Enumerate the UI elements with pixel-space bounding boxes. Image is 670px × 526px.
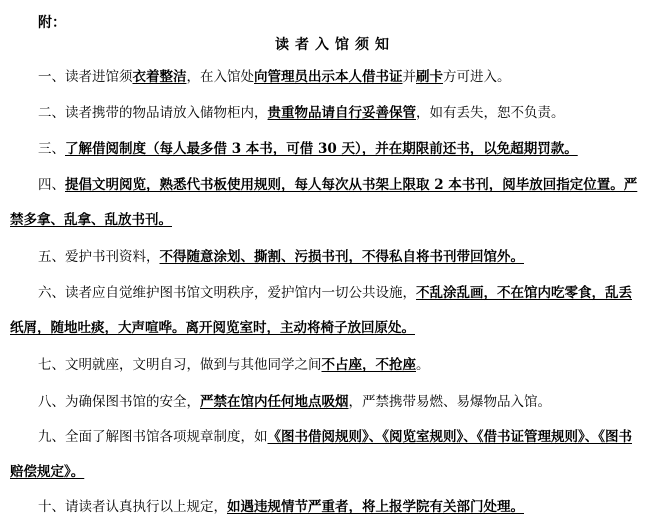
rule-text: 四、	[38, 177, 65, 193]
rule-text: 并	[402, 69, 416, 85]
rule-1-line-1	[38, 68, 511, 86]
rule-text: 方可进入。	[443, 69, 511, 85]
emphasis-text: 了解借阅制度（每人最多借 3 本书，可借 30 天），并在期限前还书，以免超期罚款。	[65, 141, 578, 157]
document-title: 读者入馆须知	[275, 37, 395, 53]
rule-text: ，严禁携带易燃、易爆物品入馆。	[348, 394, 551, 410]
rule-7-line-1	[38, 356, 430, 374]
rule-9-line-1	[38, 428, 632, 446]
rule-text: 六、读者应自觉维护图书馆文明秩序，爱护馆内一切公共设施，	[38, 285, 416, 301]
emphasis-text: 不得随意涂划、撕割、污损书刊，不得私自将书刊带回馆外。	[159, 249, 524, 265]
emphasis-text: 严禁在馆内任何地点吸烟	[200, 394, 349, 410]
rule-6-line-1	[38, 284, 632, 302]
emphasis-text: 贵重物品请自行妥善保管	[267, 105, 416, 121]
rule-text: 十、请读者认真执行以上规定，	[38, 499, 227, 515]
rule-2-line-1	[38, 104, 565, 122]
emphasis-text: 纸屑，随地吐痰，大声喧哗。离开阅览室时，主动将椅子放回原处。	[10, 320, 415, 336]
rule-6-line-2	[10, 319, 415, 337]
rule-text: 三、	[38, 141, 65, 157]
rule-text: 一、读者进馆须	[38, 69, 133, 85]
emphasis-text: 衣着整洁	[132, 69, 187, 85]
rule-text: ，如有丢失，恕不负责。	[416, 105, 565, 121]
rule-8-line-1	[38, 393, 551, 411]
rule-4-line-1	[38, 176, 637, 194]
rule-10-line-1	[38, 498, 524, 516]
appendix-label: 附：	[38, 15, 66, 31]
rule-4-line-2	[10, 211, 172, 229]
emphasis-text: 如遇违规情节严重者，将上报学院有关部门处理。	[227, 499, 524, 515]
emphasis-text: 不占座，不抢座	[321, 357, 416, 373]
rule-text: ，在入馆处	[186, 69, 254, 85]
rule-text: 七、文明就座，文明自习，做到与其他同学之间	[38, 357, 322, 373]
rule-text: 九、全面了解图书馆各项规章制度，如	[38, 429, 268, 445]
emphasis-text: 刷卡	[416, 69, 443, 85]
rule-text: 二、读者携带的物品请放入储物柜内，	[38, 105, 268, 121]
rule-text: 八、为确保图书馆的安全，	[38, 394, 200, 410]
emphasis-text: 禁多拿、乱拿、乱放书刊。	[10, 212, 172, 228]
emphasis-text: 《图书借阅规则》、《阅览室规则》、《借书证管理规则》、《图书	[267, 429, 632, 445]
rule-3-line-1	[38, 140, 578, 158]
rule-9-line-2	[10, 463, 84, 481]
rule-5-line-1	[38, 248, 524, 266]
rule-text: 五、爱护书刊资料，	[38, 249, 160, 265]
emphasis-text: 赔偿规定》。	[10, 464, 85, 480]
emphasis-text: 不乱涂乱画，不在馆内吃零食，乱丢	[416, 285, 632, 301]
rule-text: 。	[416, 357, 430, 373]
emphasis-text: 向管理员出示本人借书证	[254, 69, 403, 85]
emphasis-text: 提倡文明阅览，熟悉代书板使用规则，每人每次从书架上限取 2 本书刊，阅毕放回指定位置。严	[65, 177, 638, 193]
